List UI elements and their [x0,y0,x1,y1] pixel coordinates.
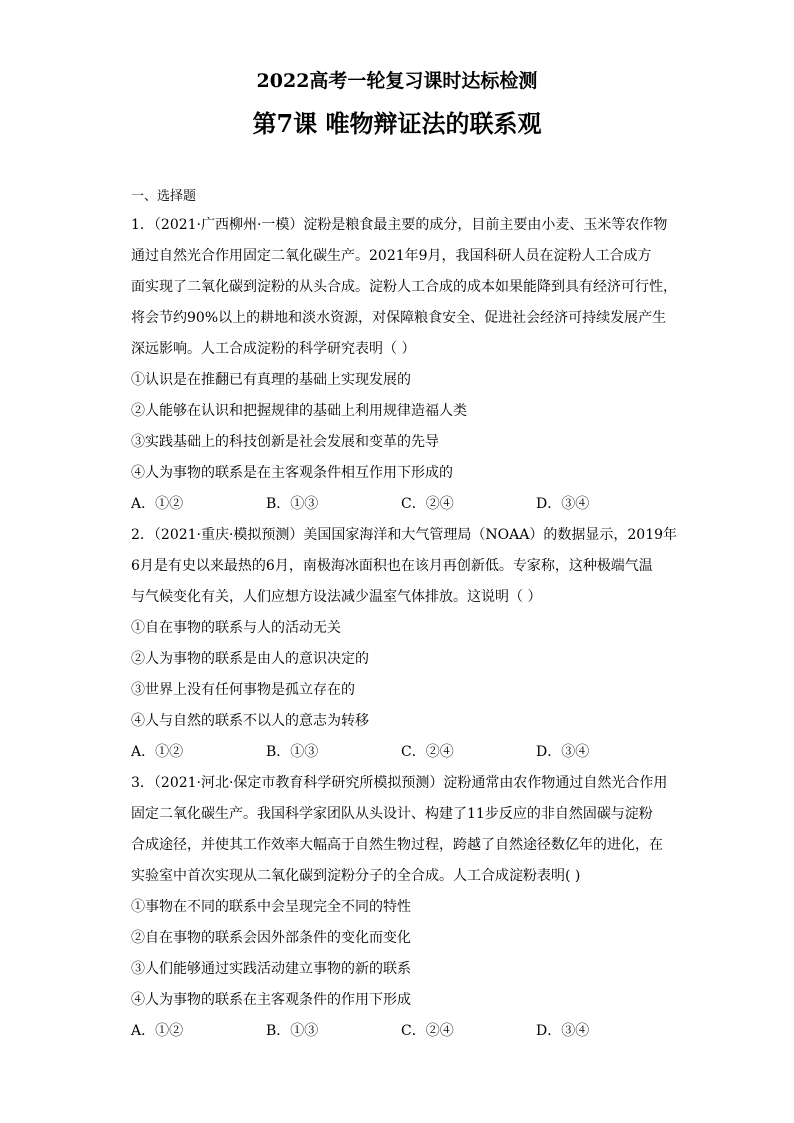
statement: ②人能够在认识和把握规律的基础上利用规律造福人类 [131,403,467,419]
question-stem-line: 2．（2021·重庆·模拟预测）美国国家海洋和大气管理局（NOAA）的数据显示，2019年 [131,527,678,543]
section-heading: 一、选择题 [131,189,197,204]
statement: ③实践基础上的科技创新是社会发展和变革的先导 [131,434,439,450]
option-a: A．①② [131,496,184,512]
question-stem-line: 6月是有史以来最热的6月，南极海冰面积也在该月再创新低。专家称，这种极端气温 [131,558,653,574]
question-2 [131,520,678,768]
option-d: D．③④ [536,496,590,512]
statement: ④人为事物的联系在主客观条件的作用下形成 [131,992,411,1008]
question-stem-line: 通过自然光合作用固定二氧化碳生产。2021年9月，我国科研人员在淀粉人工合成方 [131,248,652,264]
question-stem-line: 深远影响。人工合成淀粉的科学研究表明（ ） [131,341,416,357]
question-stem-line: 面实现了二氧化碳到淀粉的从头合成。淀粉人工合成的成本如果能降到具有经济可行性， [131,279,677,295]
option-b: B．①③ [266,1023,319,1039]
statement: ④人为事物的联系是在主客观条件相互作用下形成的 [131,465,453,481]
question-1 [131,210,677,520]
question-content [131,186,678,1047]
question-stem-line: 固定二氧化碳生产。我国科学家团队从头设计、构建了11步反应的非自然固碳与淀粉 [131,806,653,822]
statement: ①自在事物的联系与人的活动无关 [131,620,341,636]
option-a: A．①② [131,744,184,760]
option-c: C．②④ [401,744,454,760]
question-stem-line: 合成途径，并使其工作效率大幅高于自然生物过程，跨越了自然途径数亿年的进化，在 [131,837,663,853]
answer-options [131,489,671,520]
statement: ②人为事物的联系是由人的意识决定的 [131,651,369,667]
answer-options [131,737,671,768]
option-c: C．②④ [401,496,454,512]
answer-options [131,1016,671,1047]
statement: ①认识是在推翻已有真理的基础上实现发展的 [131,372,411,388]
question-stem-line: 1．（2021·广西柳州·一模）淀粉是粮食最主要的成分，目前主要由小麦、玉米等农作物 [131,217,668,233]
statement: ③世界上没有任何事物是孤立存在的 [131,682,355,698]
option-a: A．①② [131,1023,184,1039]
question-stem-line: 与气候变化有关，人们应想方设法减少温室气体排放。这说明（ ） [131,589,542,605]
statement: ②自在事物的联系会因外部条件的变化而变化 [131,930,411,946]
question-3 [131,768,671,1047]
option-d: D．③④ [536,744,590,760]
statement: ④人与自然的联系不以人的意志为转移 [131,713,369,729]
option-d: D．③④ [536,1023,590,1039]
lesson-title: 第7课 唯物辩证法的联系观 [252,109,542,138]
option-c: C．②④ [401,1023,454,1039]
question-stem-line: 将会节约90%以上的耕地和淡水资源，对保障粮食安全、促进社会经济可持续发展产生 [131,310,667,326]
statement: ①事物在不同的联系中会呈现完全不同的特性 [131,899,411,915]
question-stem-line: 实验室中首次实现从二氧化碳到淀粉分子的全合成。人工合成淀粉表明( ) [131,868,581,884]
statement: ③人们能够通过实践活动建立事物的新的联系 [131,961,411,977]
question-stem-line: 3．（2021·河北·保定市教育科学研究所模拟预测）淀粉通常由农作物通过自然光合作用 [131,775,668,791]
document-title: 2022高考一轮复习课时达标检测 [256,70,538,92]
option-b: B．①③ [266,744,319,760]
option-b: B．①③ [266,496,319,512]
